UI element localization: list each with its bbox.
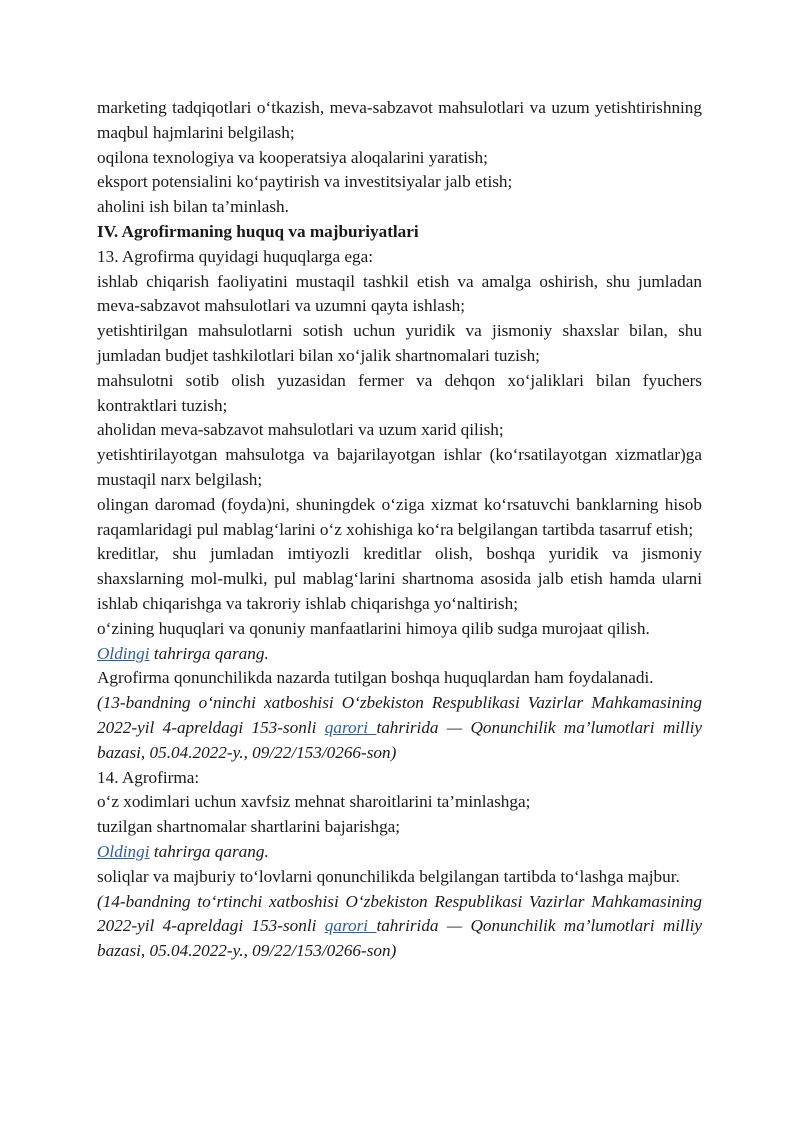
previous-edition-note bbox=[97, 840, 702, 865]
amendment-note-text: tahririda — Qonunchilik ma’lumotlari milliy bazasi, 05.04.2022-y., 09/22/153/0266-son) bbox=[97, 916, 703, 961]
obligation-item: tuzilgan shartnomalar shartlarini bajarishga; bbox=[97, 817, 401, 837]
obligation-item: soliqlar va majburiy to‘lovlarni qonunchilikda belgilangan tartibda to‘lashga majbur. bbox=[97, 866, 680, 886]
paragraph-employment: aholini ish bilan ta’minlash. bbox=[97, 197, 289, 217]
section-heading: IV. Agrofirmaning huquq va majburiyatlari bbox=[97, 221, 419, 241]
previous-edition-text: tahrirga qarang. bbox=[149, 841, 269, 861]
previous-edition-link[interactable]: Oldingi bbox=[97, 841, 150, 861]
right-item: kreditlar, shu jumladan imtiyozli kreditlar olish, boshqa yuridik va jismoniy shaxslarning mol-mulki, pul mablag‘larini shartnoma asosida jalb etish hamda ularni ishlab chiqarishga va takroriy ishlab chiqarishga yo‘naltirish; bbox=[97, 544, 702, 613]
previous-edition-link[interactable]: Oldingi bbox=[97, 643, 150, 663]
paragraph-technology: oqilona texnologiya va kooperatsiya aloqalarini yaratish; bbox=[97, 147, 488, 167]
resolution-link[interactable]: qarori bbox=[324, 916, 377, 936]
clause-13-intro: 13. Agrofirma quyidagi huquqlarga ega: bbox=[97, 246, 374, 266]
previous-edition-text: tahrirga qarang. bbox=[149, 643, 269, 663]
right-item: mahsulotni sotib olish yuzasidan fermer va dehqon xo‘jaliklari bilan fyuchers kontraktlari tuzish; bbox=[97, 370, 702, 415]
paragraph-export: eksport potensialini ko‘paytirish va investitsiyalar jalb etish; bbox=[97, 172, 513, 192]
right-item: aholidan meva-sabzavot mahsulotlari va uzum xarid qilish; bbox=[97, 420, 504, 440]
right-item: yetishtirilayotgan mahsulotga va bajarilayotgan ishlar (ko‘rsatilayotgan xizmatlar)ga mustaqil narx belgilash; bbox=[97, 445, 702, 489]
right-item: o‘zining huquqlari va qonuniy manfaatlarini himoya qilib sudga murojaat qilish. bbox=[97, 618, 650, 638]
clause-14-intro: 14. Agrofirma: bbox=[97, 767, 200, 787]
previous-edition-note bbox=[97, 642, 702, 667]
paragraph-marketing: marketing tadqiqotlari o‘tkazish, meva-sabzavot mahsulotlari va uzum yetishtirishning maqbul hajmlarini belgilash; bbox=[97, 98, 702, 142]
right-item: olingan daromad (foyda)ni, shuningdek o‘ziga xizmat ko‘rsatuvchi banklarning hisob raqamlaridagi pul mablag‘larini o‘z xohishiga ko‘ra belgilangan tartibda tasarruf etish; bbox=[97, 494, 702, 539]
amendment-note bbox=[97, 890, 702, 964]
amendment-note-text: (13-bandning o‘ninchi xatboshisi O‘zbekiston Respublikasi Vazirlar Mahkamasining 2022-yil 4-apreldagi 153-sonli bbox=[97, 693, 702, 737]
resolution-link[interactable]: qarori bbox=[324, 717, 377, 737]
amendment-note-text: tahririda — Qonunchilik ma’lumotlari milliy bazasi, 05.04.2022-y., 09/22/153/0266-son) bbox=[97, 717, 703, 762]
amendment-note bbox=[97, 691, 702, 765]
right-item: Agrofirma qonunchilikda nazarda tutilgan boshqa huquqlardan ham foydalanadi. bbox=[97, 668, 654, 688]
document-page bbox=[97, 96, 702, 964]
amendment-note-text: (14-bandning to‘rtinchi xatboshisi O‘zbekiston Respublikasi Vazirlar Mahkamasining 2022-yil 4-apreldagi 153-sonli bbox=[97, 891, 702, 936]
right-item: ishlab chiqarish faoliyatini mustaqil tashkil etish va amalga oshirish, shu jumladan meva-sabzavot mahsulotlari va uzumni qayta ishlash; bbox=[97, 271, 702, 316]
right-item: yetishtirilgan mahsulotlarni sotish uchun yuridik va jismoniy shaxslar bilan, shu jumladan budjet tashkilotlari bilan xo‘jalik shartnomalari tuzish; bbox=[97, 321, 702, 365]
obligation-item: o‘z xodimlari uchun xavfsiz mehnat sharoitlarini ta’minlashga; bbox=[97, 792, 531, 812]
